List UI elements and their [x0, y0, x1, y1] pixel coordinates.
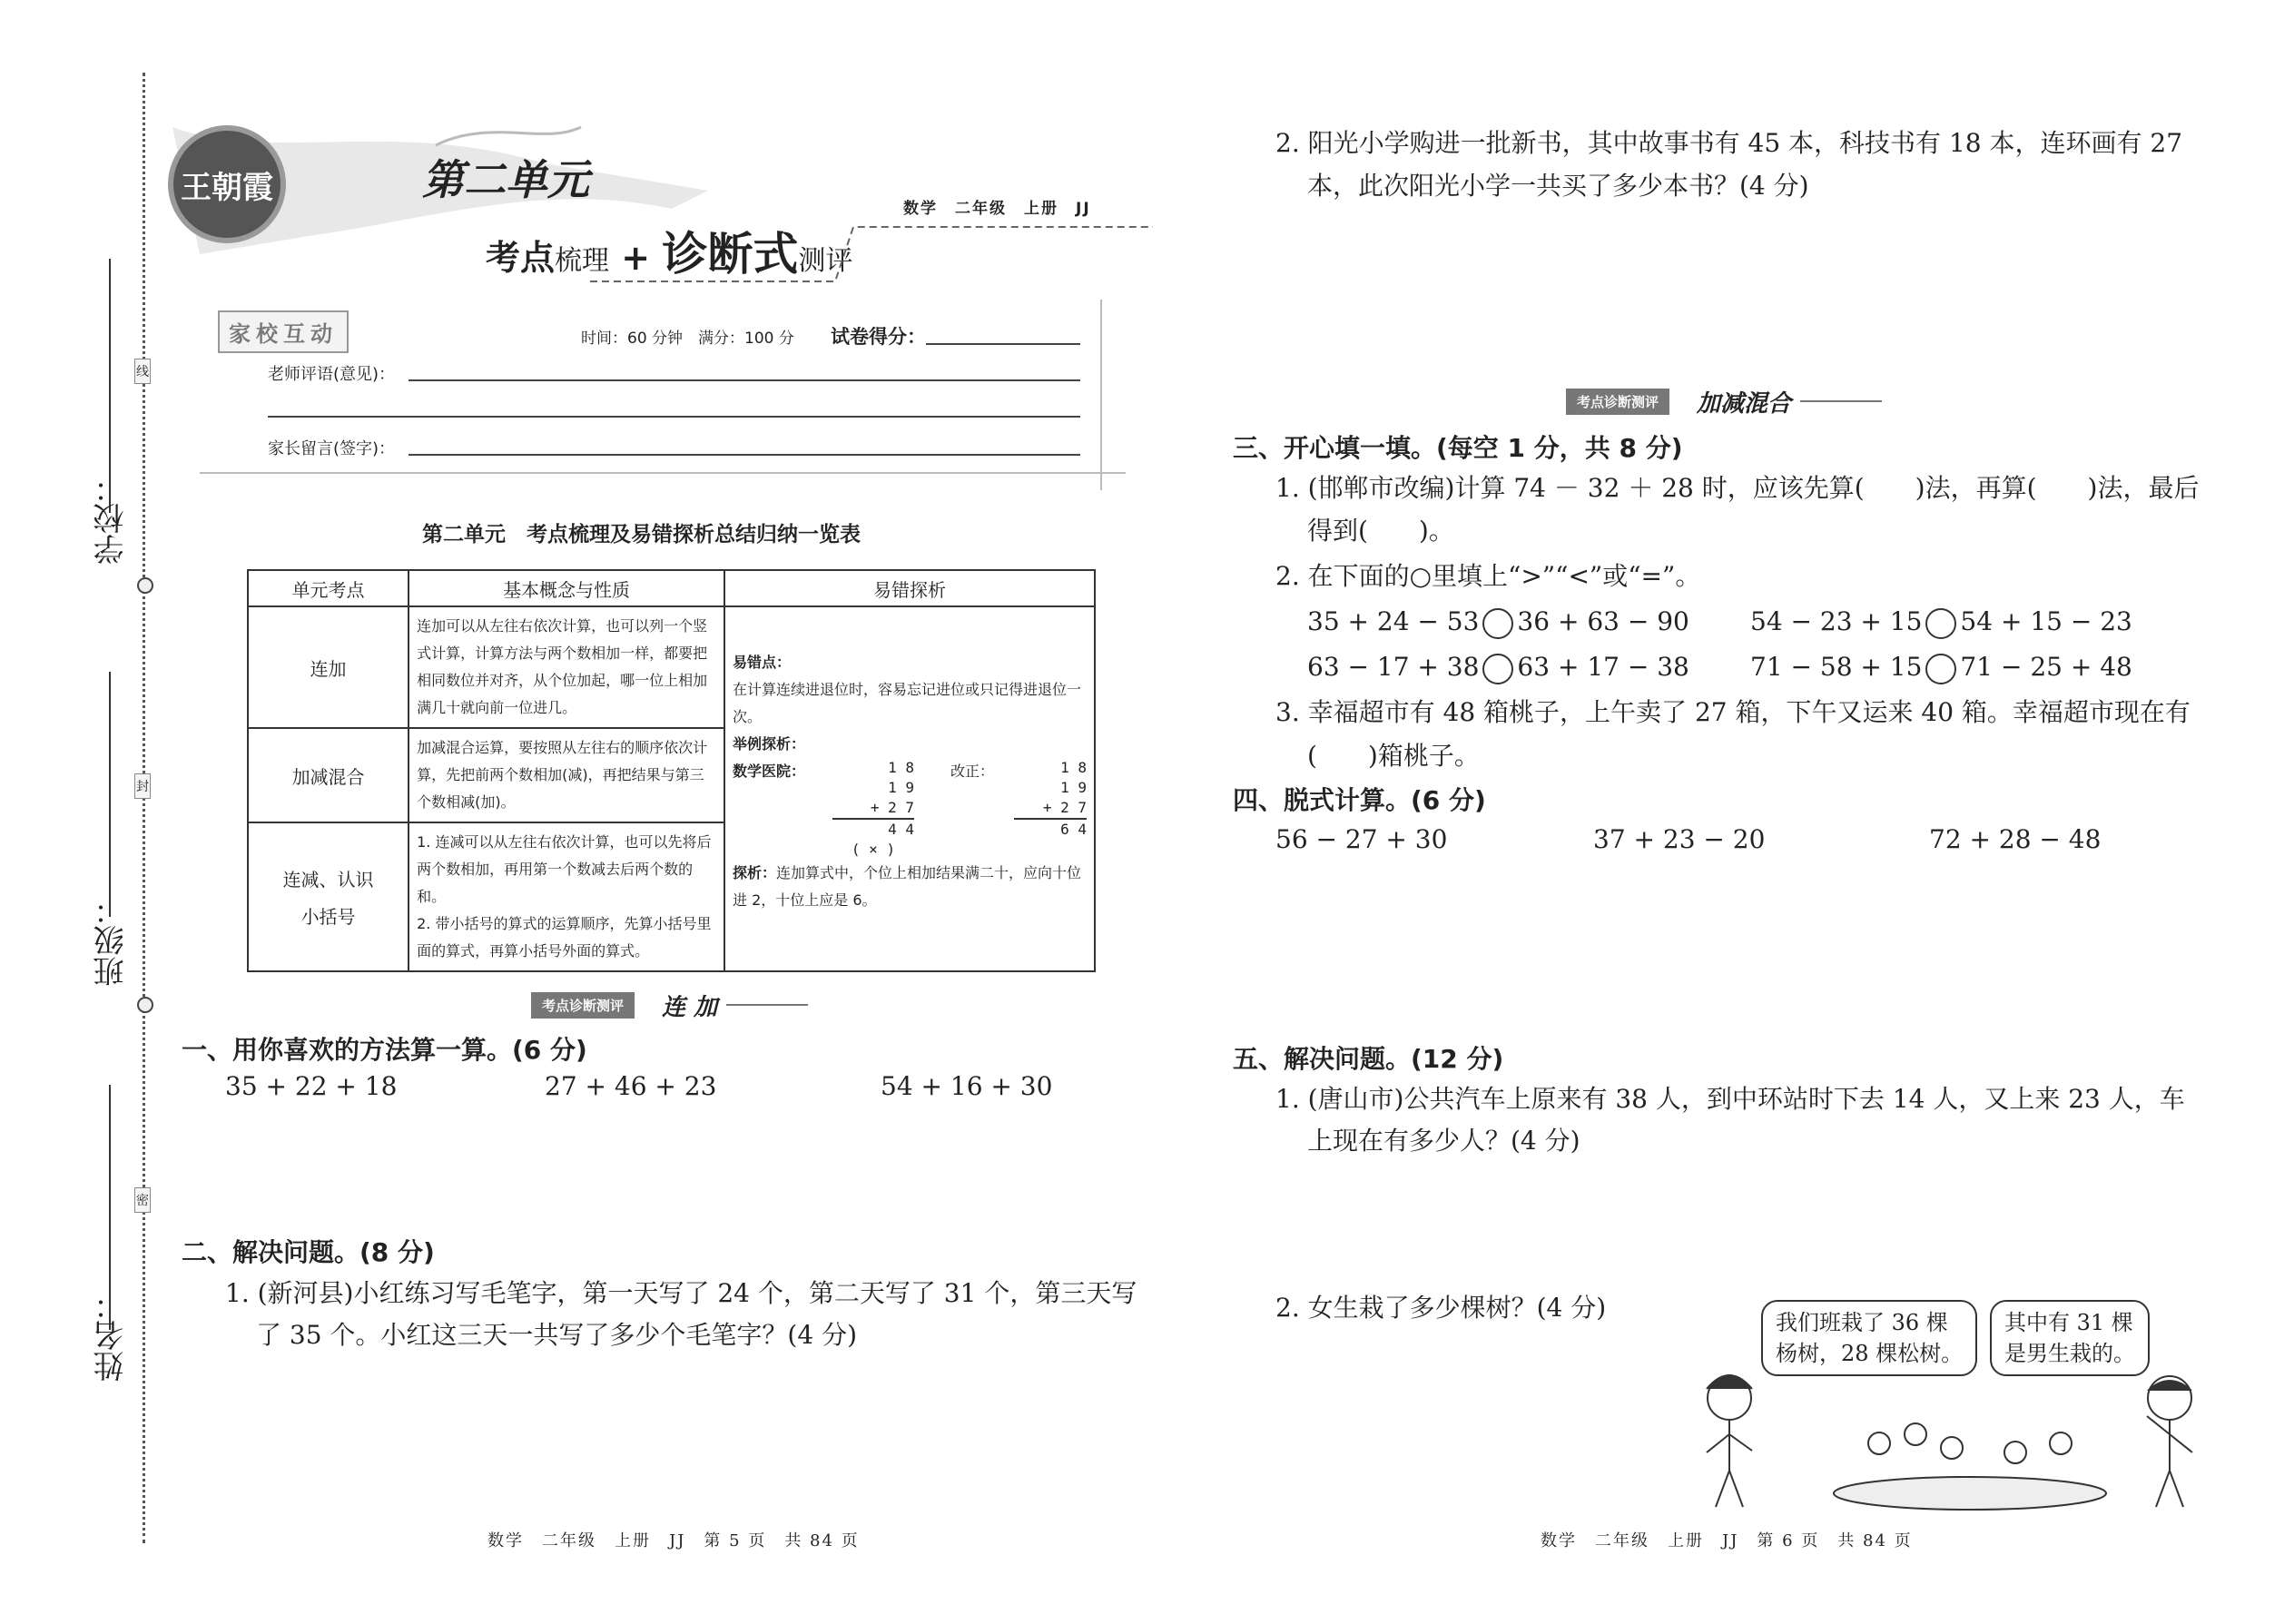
q4-expression: 37 + 23 − 20	[1593, 824, 1766, 854]
topic-cell	[248, 822, 409, 971]
table-header: 易错探析	[724, 570, 1095, 606]
table-header: 单元考点	[248, 570, 409, 606]
publisher-logo	[168, 125, 286, 243]
subtitle-part: 诊断式	[662, 228, 799, 281]
calc-line: 1 8	[1060, 759, 1087, 776]
analysis-text: 连加算式中，个位上相加结果满二十，应向十位进 2，十位上应是 6。	[733, 864, 1082, 909]
q5-problem-1-line1: 1. (唐山市)公共汽车上原来有 38 人，到中环站时下去 14 人，又上来 23 人，车	[1275, 1084, 2185, 1114]
header-dashed-rule	[581, 209, 1162, 290]
calc-line: 4 4	[888, 821, 914, 838]
question-5-title: 五、解决问题。(12 分)	[1233, 1044, 1504, 1074]
q3-problem-1-line1: 1. (邯郸市改编)计算 74 － 32 ＋ 28 时，应该先算( )法，再算( )法，最后	[1275, 473, 2200, 503]
question-3-title: 三、开心填一填。(每空 1 分，共 8 分)	[1233, 433, 1683, 463]
teacher-comment-field[interactable]	[409, 379, 1080, 381]
concept-cell: 加减混合运算，要按照从左往右的顺序依次计算，先把前两个数相加(减)，再把结果与第三个数相减(加)。	[409, 728, 724, 822]
parent-note-label: 家长留言(签字)：	[268, 439, 396, 458]
compare-item	[1750, 606, 2132, 639]
compare-circle[interactable]	[1925, 654, 1956, 684]
footer-left: 数学 二年级 上册 JJ 第 5 页 共 84 页	[487, 1531, 860, 1550]
cross-mark: ( × )	[851, 841, 896, 858]
calc-line: 1 9	[888, 779, 914, 796]
compare-left: 35 + 24 − 53	[1307, 606, 1480, 636]
table-header-row	[248, 570, 1095, 606]
section-tag-label: 考点诊断测评	[531, 992, 635, 1019]
compare-circle[interactable]	[1925, 608, 1956, 639]
correct-calculation	[1014, 758, 1087, 840]
seal-char: 封	[134, 773, 151, 799]
subtitle-part: +	[621, 238, 651, 278]
teacher-comment-label: 老师评语(意见)：	[268, 365, 396, 384]
q2-problem-1-line1: 1. (新河县)小红练习写毛笔字，第一天写了 24 个，第二天写了 31 个，第三天写	[225, 1278, 1137, 1308]
summary-table	[247, 569, 1096, 972]
wrong-calculation	[832, 758, 914, 860]
children-group	[1834, 1423, 2106, 1510]
parent-note-field[interactable]	[409, 454, 1080, 456]
topic-cell: 加减混合	[248, 728, 409, 822]
compare-left: 71 − 58 + 15	[1750, 652, 1923, 682]
bubble-line: 杨树，28 棵松树。	[1776, 1341, 1964, 1366]
home-school-badge: 家校互动	[218, 310, 349, 353]
correct-label: 改正：	[950, 763, 995, 780]
q2-problem-2-line2: 本，此次阳光小学一共买了多少本书？(4 分)	[1307, 171, 1809, 201]
binding-dotted-line	[143, 73, 145, 1543]
logo-text: 王朝霞	[181, 169, 273, 206]
error-analysis-cell	[724, 606, 1095, 971]
compare-item	[1750, 652, 2132, 684]
q3-problem-3-line1: 3. 幸福超市有 48 箱桃子，上午卖了 27 箱，下午又运来 40 箱。幸福超市现在有	[1275, 697, 2191, 727]
q1-expression: 35 + 22 + 18	[225, 1071, 398, 1101]
question-2-title: 二、解决问题。(8 分)	[182, 1237, 435, 1267]
subtitle-part: 梳理	[555, 245, 610, 277]
example-calcs	[733, 758, 1087, 860]
compare-right: 36 + 63 − 90	[1517, 606, 1689, 636]
class-line[interactable]	[109, 672, 111, 917]
table-header: 基本概念与性质	[409, 570, 724, 606]
calc-line: + 2 7	[1014, 798, 1087, 820]
analysis-label: 探析：	[733, 864, 777, 881]
unit-title: 第二单元	[422, 155, 589, 204]
class-label: 班级：	[94, 894, 130, 987]
school-label: 学校：	[94, 472, 130, 565]
bubble-line: 其中有 31 棵	[2004, 1310, 2133, 1335]
calc-line: 6 4	[1060, 821, 1087, 838]
compare-right: 63 + 17 − 38	[1517, 652, 1689, 682]
compare-circle[interactable]	[1482, 654, 1513, 684]
topic-line: 连减、认识	[282, 869, 374, 891]
concept-cell: 连加可以从左往右依次计算，也可以列一个竖式计算，计算方法与两个数相加一样，都要把相同数位并对齐，从个位加起，哪一位上相加满几十就向前一位进几。	[409, 606, 724, 728]
compare-right: 71 − 25 + 48	[1960, 652, 2132, 682]
section-tag-addition	[531, 989, 808, 1020]
subtitle-part: 测评	[798, 245, 853, 277]
summary-caption: 第二单元 考点梳理及易错探析总结归纳一览表	[422, 523, 861, 546]
calc-line: + 2 7	[832, 798, 914, 820]
subtitle-part: 考点	[486, 238, 556, 278]
tree-planting-illustration	[1698, 1343, 2206, 1525]
arrow-icon	[1800, 400, 1882, 402]
error-point-label: 易错点：	[733, 654, 792, 671]
grade-meta: 数学 二年级 上册 JJ	[903, 200, 1091, 218]
boy-figure	[2147, 1376, 2192, 1507]
calc-line: 1 9	[1060, 779, 1087, 796]
q5-problem-2: 2. 女生栽了多少棵树？(4 分)	[1275, 1293, 1607, 1323]
time-info: 时间：60 分钟 满分：100 分	[581, 330, 794, 348]
binding-hole	[137, 997, 153, 1013]
concept-line: 1. 连减可以从左往右依次计算，也可以先将后两个数相加，再用第一个数减去后两个数的和。	[417, 833, 712, 905]
compare-item	[1307, 606, 1689, 639]
name-label: 姓名：	[94, 1289, 130, 1382]
section-tag-mixed	[1566, 386, 1882, 417]
clinic-label: 数学医院：	[733, 763, 806, 780]
compare-circle[interactable]	[1482, 608, 1513, 639]
q2-problem-1-line2: 了 35 个。小红这三天一共写了多少个毛笔字？(4 分)	[256, 1320, 857, 1350]
arrow-icon	[726, 1004, 808, 1006]
concept-cell	[409, 822, 724, 971]
q2-problem-2-line1: 2. 阳光小学购进一批新书，其中故事书有 45 本，科技书有 18 本，连环画有 27	[1275, 128, 2183, 158]
compare-right: 54 + 15 − 23	[1960, 606, 2132, 636]
table-row	[248, 606, 1095, 728]
q4-expression: 56 − 27 + 30	[1275, 824, 1448, 854]
error-point-text: 在计算连续进退位时，容易忘记进位或只记得进退位一次。	[733, 681, 1082, 725]
info-box-right	[1100, 300, 1102, 490]
topic-cell: 连加	[248, 606, 409, 728]
question-4-title: 四、脱式计算。(6 分)	[1233, 785, 1486, 815]
q5-problem-1-line2: 上现在有多少人？(4 分)	[1307, 1126, 1580, 1156]
question-1-title: 一、用你喜欢的方法算一算。(6 分)	[182, 1035, 587, 1065]
footer-right: 数学 二年级 上册 JJ 第 6 页 共 84 页	[1541, 1531, 1913, 1550]
section-tag-name: 连 加	[662, 993, 718, 1021]
section-tag-name: 加减混合	[1697, 389, 1792, 418]
topic-line: 小括号	[300, 906, 356, 928]
seal-char: 线	[134, 359, 151, 384]
q3-problem-1-line2: 得到( )。	[1307, 516, 1454, 546]
info-box-bottom	[200, 472, 1126, 474]
seal-char: 密	[134, 1187, 151, 1213]
q1-expression: 54 + 16 + 30	[881, 1071, 1053, 1101]
bubble-line: 是男生栽的。	[2004, 1341, 2135, 1366]
q3-problem-2: 2. 在下面的○里填上“>”“<”或“=”。	[1275, 561, 1701, 591]
girl-figure	[1707, 1375, 1752, 1507]
teacher-comment-field-2[interactable]	[268, 416, 1080, 418]
q1-expression: 27 + 46 + 23	[545, 1071, 717, 1101]
concept-line: 2. 带小括号的算式的运算顺序，先算小括号里面的算式，再算小括号外面的算式。	[417, 915, 712, 960]
binding-hole	[137, 577, 153, 594]
bubble-line: 我们班栽了 36 棵	[1776, 1310, 1948, 1335]
compare-item	[1307, 652, 1689, 684]
q4-expression: 72 + 28 − 48	[1929, 824, 2102, 854]
score-field[interactable]	[926, 343, 1080, 345]
example-label: 举例探析：	[733, 735, 806, 753]
compare-left: 63 − 17 + 38	[1307, 652, 1480, 682]
compare-left: 54 − 23 + 15	[1750, 606, 1923, 636]
section-tag-label: 考点诊断测评	[1566, 389, 1669, 415]
calc-line: 1 8	[888, 759, 914, 776]
q3-problem-3-line2: ( )箱桃子。	[1307, 741, 1480, 771]
score-label: 试卷得分：	[831, 326, 926, 348]
